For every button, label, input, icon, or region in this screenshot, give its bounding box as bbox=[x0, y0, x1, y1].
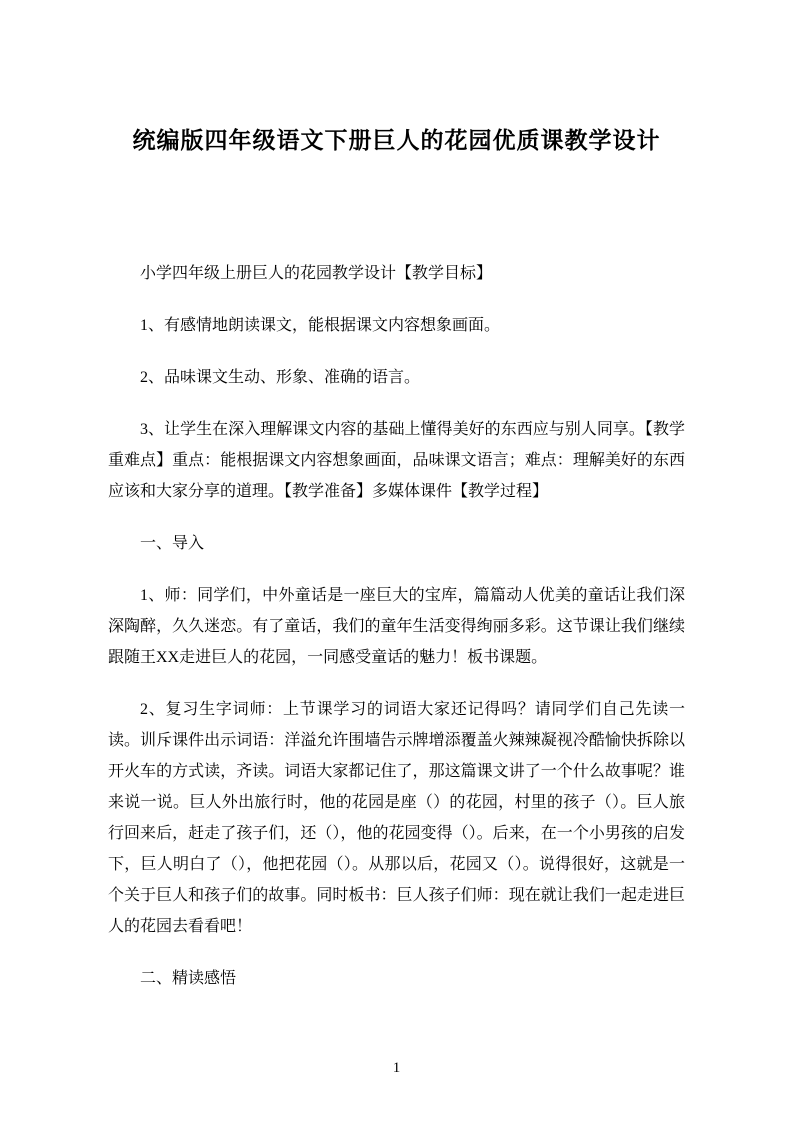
paragraph-objective-3-keypoints: 3、让学生在深入理解课文内容的基础上懂得美好的东西应与别人同享。【教学重难点】重点：能根据课文内容想象画面，品味课文语言；难点：理解美好的东西应该和大家分享的道理。【教学准备】多媒体课件【教学过程】 bbox=[108, 420, 685, 500]
paragraph-intro-2: 2、复习生字词师：上节课学习的词语大家还记得吗？请同学们自己先读一读。训斥课件出示词语：洋溢允许围墙告示牌增添覆盖火辣辣凝视冷酷愉快拆除以开火车的方式读，齐读。词语大家都记住了，那这篇课文讲了一个什么故事呢？谁来说一说。巨人外出旅行时，他的花园是座（）的花园，村里的孩子（）。巨人旅行回来后，赶走了孩子们，还（），他的花园变得（）。后来，在一个小男孩的启发下，巨人明白了（），他把花园（）。从那以后，花园又（）。说得很好，这就是一个关于巨人和孩子们的故事。同时板书：巨人孩子们师：现在就让我们一起走进巨人的花园去看看吧！ bbox=[108, 700, 685, 935]
page-number: 1 bbox=[392, 1060, 401, 1076]
paragraph-objectives-heading: 小学四年级上册巨人的花园教学设计【教学目标】 bbox=[140, 264, 493, 282]
paragraph-section-2-heading: 二、精读感悟 bbox=[140, 969, 237, 987]
paragraph-section-1-heading: 一、导入 bbox=[140, 534, 205, 552]
document-title: 统编版四年级语文下册巨人的花园优质课教学设计 bbox=[132, 128, 661, 153]
paragraph-intro-1: 1、师：同学们，中外童话是一座巨大的宝库，篇篇动人优美的童话让我们深深陶醉，久久迷恋。有了童话，我们的童年生活变得绚丽多彩。这节课让我们继续跟随王XX走进巨人的花园，一同感受童话的魅力！板书课题。 bbox=[108, 586, 685, 666]
paragraph-objective-1: 1、有感情地朗读课文，能根据课文内容想象画面。 bbox=[140, 316, 501, 334]
paragraph-objective-2: 2、品味课文生动、形象、准确的语言。 bbox=[140, 368, 421, 386]
